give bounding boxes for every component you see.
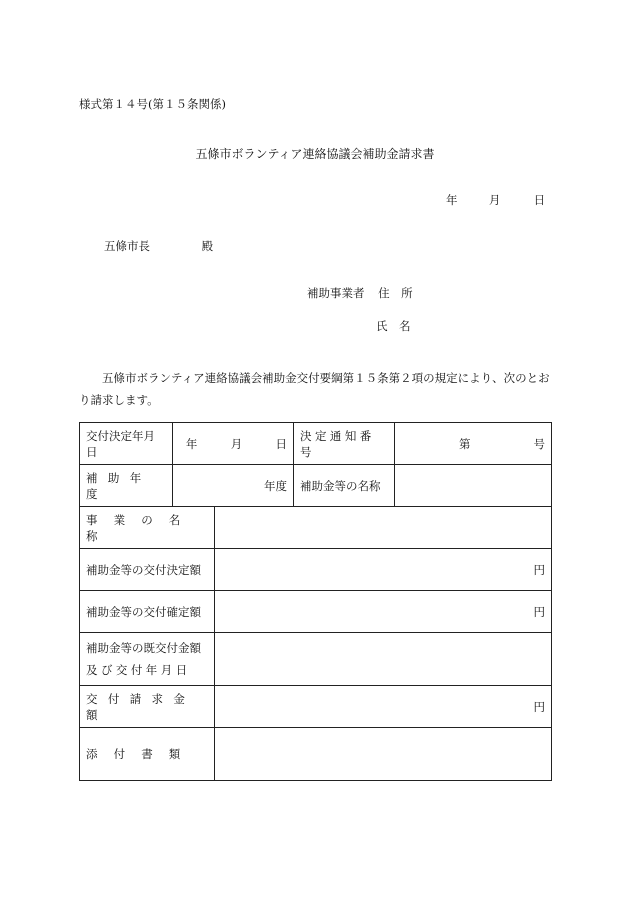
decided-amount-label: 補助金等の交付決定額 [80, 549, 215, 591]
addressee-honorific: 殿 [201, 239, 214, 253]
address-label: 住 所 [378, 286, 413, 300]
document-title: 五條市ボランティア連絡協議会補助金請求書 [195, 147, 435, 161]
table-row [80, 728, 552, 781]
decision-month-label: 月 [230, 436, 243, 451]
attachments-label: 添付書類 [80, 728, 215, 781]
project-name-label: 事業の名称 [80, 507, 215, 549]
fiscal-year-field[interactable]: 年度 [173, 465, 294, 507]
table-row [80, 633, 552, 686]
table-row [80, 686, 552, 728]
decision-date-field[interactable] [173, 423, 294, 465]
confirmed-amount-field[interactable]: 円 [215, 591, 552, 633]
body-paragraph: 五條市ボランティア連絡協議会補助金交付要綱第１５条第２項の規定により、次のとおり請求します。 [79, 371, 550, 407]
already-paid-label [80, 633, 215, 686]
notice-number-field[interactable] [395, 423, 552, 465]
table-row [80, 591, 552, 633]
addressee-name: 五條市長 [104, 239, 150, 253]
applicant-label: 補助事業者 [307, 286, 365, 300]
decision-year-label: 年 [185, 436, 198, 451]
body-text [79, 367, 551, 411]
decision-date-label: 交付決定年月日 [80, 423, 173, 465]
already-paid-label-line1: 補助金等の既交付金額 [86, 641, 201, 655]
notice-number-label: 決定通知番号 [294, 423, 395, 465]
addressee [104, 241, 213, 253]
request-form-table [79, 422, 552, 781]
table-row [80, 507, 552, 549]
date-line [446, 195, 545, 207]
decision-day-label: 日 [275, 436, 287, 451]
go-label: 号 [533, 436, 545, 451]
subsidy-name-field[interactable] [395, 465, 552, 507]
applicant-address [307, 288, 413, 300]
date-month-label: 月 [488, 193, 501, 207]
table-row [80, 423, 552, 465]
dai-label: 第 [459, 436, 471, 451]
request-amount-field[interactable]: 円 [215, 686, 552, 728]
decided-amount-field[interactable]: 円 [215, 549, 552, 591]
attachments-field[interactable] [215, 728, 552, 781]
table-row [80, 465, 552, 507]
already-paid-field[interactable] [215, 633, 552, 686]
fiscal-year-label: 補助年度 [80, 465, 173, 507]
date-year-label: 年 [446, 193, 458, 207]
subsidy-name-label: 補助金等の名称 [294, 465, 395, 507]
applicant-name-label: 氏 名 [376, 319, 411, 333]
project-name-field[interactable] [215, 507, 552, 549]
form-number: 様式第１４号(第１５条関係) [79, 97, 226, 111]
already-paid-label-line2: 及び交付年月日 [86, 663, 191, 677]
table-row [80, 549, 552, 591]
request-amount-label: 交付請求金額 [80, 686, 215, 728]
date-day-label: 日 [533, 193, 546, 207]
confirmed-amount-label: 補助金等の交付確定額 [80, 591, 215, 633]
